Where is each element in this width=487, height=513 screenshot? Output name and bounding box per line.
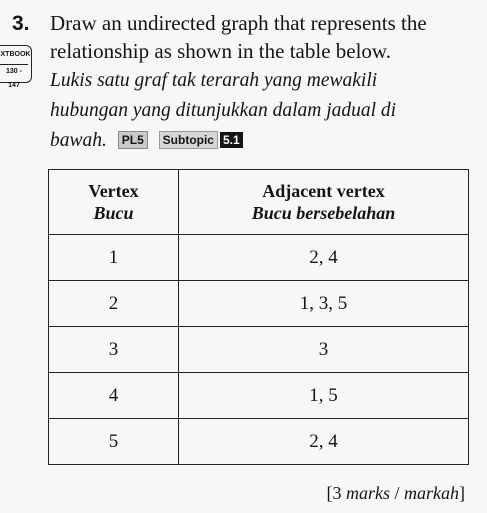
performance-level-tag: PL5 (118, 131, 148, 149)
adjacent-cell: 1, 3, 5 (179, 281, 469, 327)
marks-open: [3 (326, 483, 342, 503)
question-text-ms-line2: hubungan yang ditunjukkan dalam jadual di (50, 100, 397, 121)
question-text-ms-line1: Lukis satu graf tak terarah yang mewakili (50, 70, 378, 91)
marks-allocation (326, 483, 465, 504)
question-number: 3. (12, 12, 30, 35)
vertex-cell: 4 (49, 373, 179, 419)
vertex-cell: 1 (49, 235, 179, 281)
marks-close: ] (459, 483, 465, 503)
header-vertex (49, 170, 179, 235)
table-row (49, 235, 469, 281)
question-text-ms-line3-with-tags (50, 130, 243, 152)
marks-separator: / (394, 483, 400, 503)
header-vertex-en: Vertex (88, 181, 139, 201)
question-text-ms-line3: bawah. (50, 130, 107, 151)
table-header-row (49, 170, 469, 235)
vertex-cell: 5 (49, 419, 179, 465)
table-row (49, 281, 469, 327)
table-row (49, 419, 469, 465)
table-row (49, 327, 469, 373)
adjacent-cell: 2, 4 (179, 419, 469, 465)
table-row (49, 373, 469, 419)
marks-label-en: marks (345, 483, 390, 503)
adjacency-table (48, 169, 469, 465)
adjacent-cell: 3 (179, 327, 469, 373)
subtopic-number-tag: 5.1 (220, 132, 243, 148)
subtopic-tag: Subtopic (159, 131, 218, 149)
question-text-en-line1: Draw an undirected graph that represents the (50, 11, 427, 35)
adjacent-cell: 1, 5 (179, 373, 469, 419)
header-adjacent-vertex (179, 170, 469, 235)
textbook-label: XTBOOK (0, 51, 31, 58)
header-adjacent-ms: Bucu bersebelahan (251, 203, 396, 223)
textbook-pages: 130 - 147 (0, 64, 28, 93)
adjacent-cell: 2, 4 (179, 235, 469, 281)
question-text-en-line2: relationship as shown in the table below. (50, 39, 391, 63)
header-vertex-ms: Bucu (93, 203, 134, 223)
marks-label-ms: markah (404, 483, 459, 503)
textbook-reference-badge (0, 45, 32, 89)
vertex-cell: 3 (49, 327, 179, 373)
header-adjacent-en: Adjacent vertex (262, 181, 385, 201)
vertex-cell: 2 (49, 281, 179, 327)
